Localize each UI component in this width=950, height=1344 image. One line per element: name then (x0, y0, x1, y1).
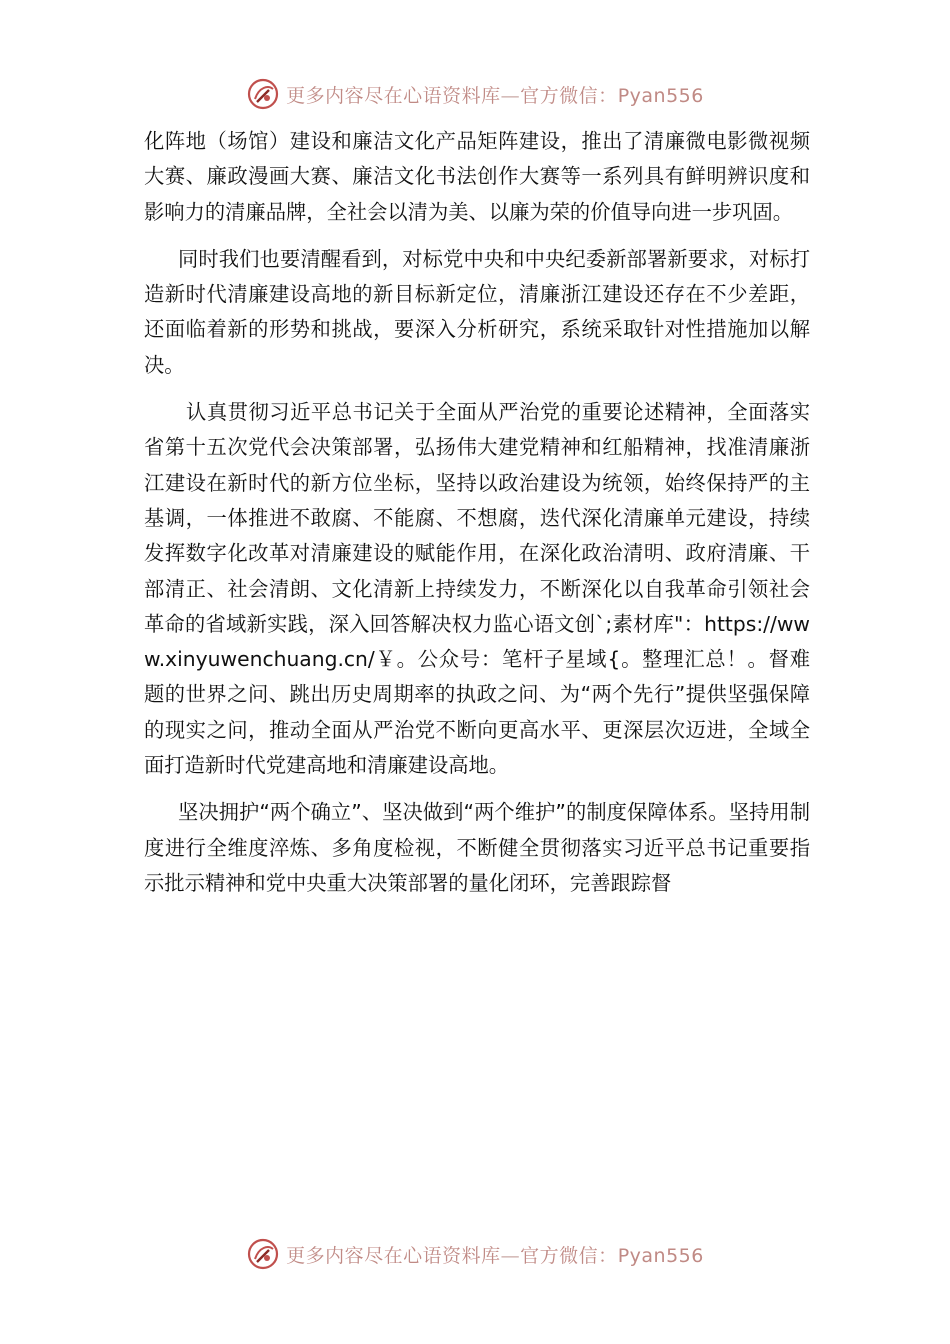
paragraph-1: 化阵地（场馆）建设和廉洁文化产品矩阵建设，推出了清廉微电影微视频大赛、廉政漫画大赛、廉洁文化书法创作大赛等一系列具有鲜明辨识度和影响力的清廉品牌，全社会以清为美、以廉为荣的价值导向进一步巩固。 (144, 129, 810, 224)
footer-watermark (0, 1234, 950, 1274)
watermark-separator: — (500, 1244, 521, 1267)
watermark-separator: — (500, 84, 521, 107)
watermark-wechat-id: Pyan556 (617, 1244, 704, 1267)
watermark-wechat-label: 官方微信： (520, 1244, 618, 1267)
document-body (144, 124, 810, 901)
watermark-wechat-label: 官方微信： (520, 84, 618, 107)
watermark-text (286, 81, 704, 108)
seal-logo-icon (246, 1237, 280, 1271)
header-watermark (0, 74, 950, 114)
watermark-prefix: 更多内容尽在心语资料库 (286, 84, 501, 107)
watermark-prefix: 更多内容尽在心语资料库 (286, 1244, 501, 1267)
paragraph-2: 同时我们也要清醒看到，对标党中央和中央纪委新部署新要求，对标打造新时代清廉建设高地的新目标新定位，清廉浙江建设还存在不少差距，还面临着新的形势和挑战，要深入分析研究，系统采取针对性措施加以解决。 (144, 246, 810, 377)
paragraph-4: 坚决拥护“两个确立”、坚决做到“两个维护”的制度保障体系。坚持用制度进行全维度淬炼、多角度检视，不断健全贯彻落实习近平总书记重要指示批示精神和党中央重大决策部署的量化闭环，完善跟踪督 (144, 800, 810, 895)
seal-logo-icon (246, 77, 280, 111)
paragraph-3: 认真贯彻习近平总书记关于全面从严治党的重要论述精神，全面落实省第十五次党代会决策部署，弘扬伟大建党精神和红船精神，找准清廉浙江建设在新时代的新方位坐标，坚持以政治建设为统领，始终保持严的主基调，一体推进不敢腐、不能腐、不想腐，迭代深化清廉单元建设，持续发挥数字化改革对清廉建设的赋能作用，在深化政治清明、政府清廉、干部清正、社会清朗、文化清新上持续发力，不断深化以自我革命引领社会革命的省域新实践，深入回答解决权力监心语文创`;素材库"：https://www.xinyuwenchuang.cn/￥。公众号：笔杆子星域{。整理汇总！。督难题的世界之问、跳出历史周期率的执政之问、为“两个先行”提供坚强保障的现实之问，推动全面从严治党不断向更高水平、更深层次迈进，全域全面打造新时代党建高地和清廉建设高地。 (144, 400, 810, 778)
watermark-text (286, 1241, 704, 1268)
watermark-wechat-id: Pyan556 (617, 84, 704, 107)
